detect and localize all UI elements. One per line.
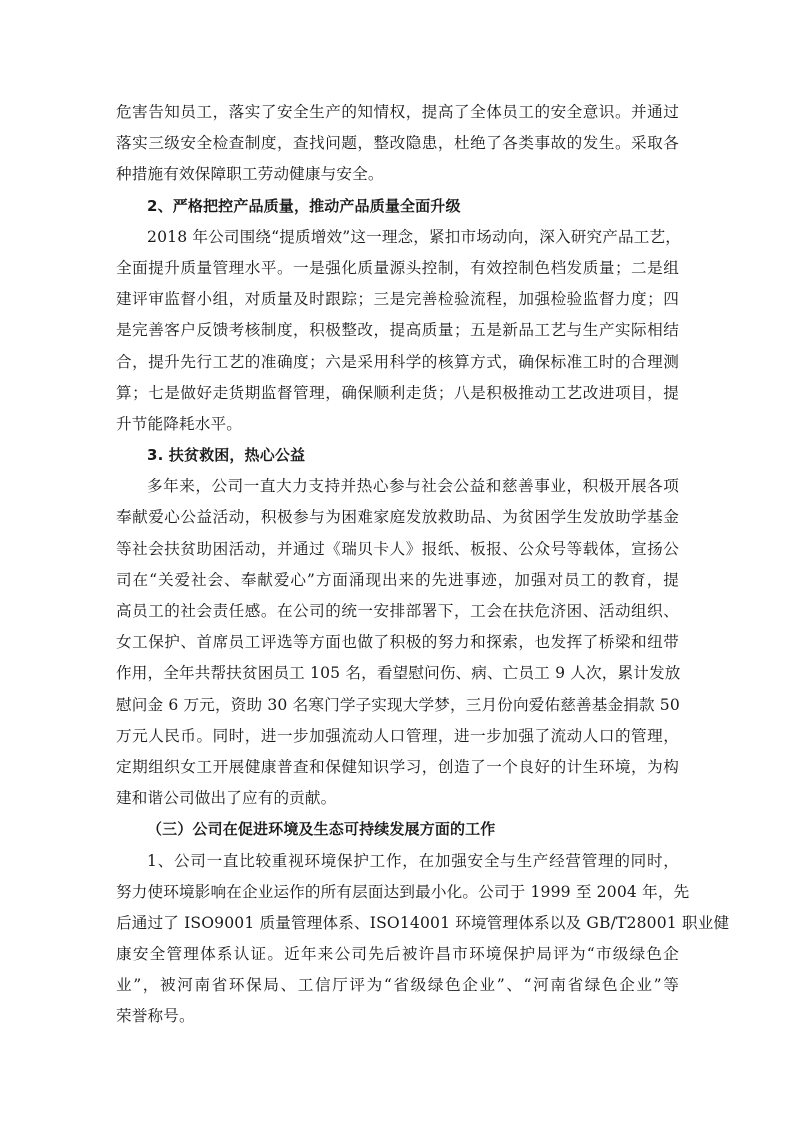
paragraph-line: 危害告知员工，落实了安全生产的知情权，提高了全体员工的安全意识。并通过: [116, 103, 679, 121]
paragraph-line: 奉献爱心公益活动，积极参与为困难家庭发放救助品、为贫困学生发放助学基金: [116, 508, 679, 527]
paragraph-line: 作用，全年共帮扶贫困员工 105 名，看望慰问伤、病、亡员工 9 人次，累计发放: [116, 664, 681, 683]
paragraph-line: 2018 年公司围绕“提质增效”这一理念，紧扣市场动向，深入研究产品工艺，: [147, 227, 681, 246]
section-heading-charity: 3. 扶贫救困，热心公益: [147, 446, 306, 465]
paragraph-line: 荣誉称号。: [116, 1007, 195, 1026]
paragraph-line: 女工保护、首席员工评选等方面也做了积极的努力和探索，也发挥了桥梁和纽带: [116, 633, 679, 652]
paragraph-line: 高员工的社会责任感。在公司的统一安排部署下，工会在扶危济困、活动组织、: [116, 602, 679, 620]
paragraph-line: 落实三级安全检查制度，查找问题，整改隐患，杜绝了各类事故的发生。采取各: [116, 134, 679, 153]
paragraph-line: 1、公司一直比较重视环境保护工作，在加强安全与生产经营管理的同时，: [147, 851, 679, 870]
paragraph-line: 种措施有效保障职工劳动健康与安全。: [116, 165, 384, 184]
paragraph-line: 康安全管理体系认证。近年来公司先后被许昌市环境保护局评为“市级绿色企: [116, 945, 679, 964]
paragraph-line: 定期组织女工开展健康普查和保健知识学习，创造了一个良好的计生环境，为构: [116, 757, 679, 776]
paragraph-line: 业”，被河南省环保局、工信厅评为“省级绿色企业”、“河南省绿色企业”等: [116, 976, 679, 995]
paragraph-line: 多年来，公司一直大力支持并热心参与社会公益和慈善事业，积极开展各项: [147, 477, 679, 496]
document-page: [116, 97, 730, 1033]
paragraph-line: 后通过了 ISO9001 质量管理体系、ISO14001 环境管理体系以及 GB/T28001 职业健: [116, 913, 730, 932]
paragraph-line: 合，提升先行工艺的准确度；六是采用科学的核算方式，确保标准工时的合理测: [116, 352, 679, 371]
paragraph-line: 努力使环境影响在企业运作的所有层面达到最小化。公司于 1999 至 2004 年，先: [116, 882, 690, 901]
paragraph-line: 建评审监督小组，对质量及时跟踪；三是完善检验流程，加强检验监督力度；四: [116, 290, 679, 309]
paragraph-line: 慰问金 6 万元，资助 30 名寒门学子实现大学梦，三月份向爱佑慈善基金捐款 50: [116, 695, 680, 714]
paragraph-line: 等社会扶贫助困活动，并通过《瑞贝卡人》报纸、板报、公众号等载体，宣扬公: [116, 539, 679, 558]
paragraph-line: 司在“关爱社会、奉献爱心”方面涌现出来的先进事迹，加强对员工的教育，提: [116, 570, 679, 589]
section-heading-environment: （三）公司在促进环境及生态可持续发展方面的工作: [147, 820, 496, 839]
paragraph-line: 升节能降耗水平。: [116, 414, 242, 433]
paragraph-line: 全面提升质量管理水平。一是强化质量源头控制，有效控制色档发质量；二是组: [116, 258, 679, 277]
paragraph-line: 是完善客户反馈考核制度，积极整改，提高质量；五是新品工艺与生产实际相结: [116, 321, 679, 340]
paragraph-line: 算；七是做好走货期监督管理，确保顺利走货；八是积极推动工艺改进项目，提: [116, 383, 679, 402]
paragraph-line: 建和谐公司做出了应有的贡献。: [116, 789, 337, 808]
section-heading-quality: 2、严格把控产品质量，推动产品质量全面升级: [147, 196, 461, 215]
paragraph-line: 万元人民币。同时，进一步加强流动人口管理，进一步加强了流动人口的管理，: [116, 726, 679, 745]
